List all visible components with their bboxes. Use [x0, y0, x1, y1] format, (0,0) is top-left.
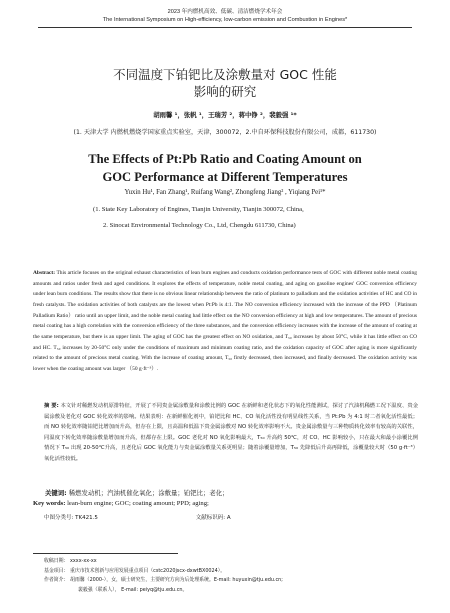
conference-header: [0, 8, 450, 24]
en-abstract: [33, 268, 417, 375]
footnote-divider: [33, 553, 178, 554]
document-code: 文献标识码: A: [195, 515, 231, 521]
en-affiliation-1: (1. State Key Laboratory of Engines, Tianjin University, Tianjin 300072, China,: [93, 206, 304, 213]
cn-title: [0, 66, 450, 100]
en-title-line1: The Effects of Pt:Pb Ratio and Coating Amount on: [88, 152, 362, 166]
cn-abstract-label: 摘 要:: [44, 403, 59, 409]
en-title: [0, 150, 450, 186]
cn-title-line2: 影响的研究: [193, 84, 257, 99]
en-authors: Yuxin Hu¹, Fan Zhang¹, Ruifang Wang², Zhongfeng Jiang² , Yiqiang Pei¹*: [124, 189, 326, 196]
header-cn: 2023 年内燃机高效、低碳、清洁燃烧学术年会: [167, 9, 283, 15]
cn-abstract-text: 本文针对稀燃发动机原排特征，开展了不同贵金属涂敷量和涂敷比例的 GOC 在新鲜和老化状态下的氧化性能测试，探讨了汽油机稀燃工况下温度、贵金属涂敷及老化对 GOC 转化效率的影响。结果表明：在新鲜催化剂中，铂钯比和 HC、CO 氧化活性没有明显线性关系，当 Pt:Pb 为 4:1 时二者氧化活性最低；而 NO 转化效率随铂钯比增加而升高，但存在上限，且高温和低温下贵金属涂敷对 NO 转化效率影响不大。贵金属涂敷量与三种物质转化效率有较高的关联性，同温度下转化效率随涂敷量增加而升高，但都存在上限。GOC 老化对 NO 氧化影响最大，T₅₀ 升高约 50℃，对 CO、HC 影响较小，只在最大和最小涂覆比例情况下 T₅₀ 出现 20-50℃升高，且老化后 GOC 氧化能力与贵金属涂敷量关系更明显；随着涂覆量增加，T₅₀ 先降低后升高再降低，涂覆量较大时（50 g·ft⁻³）氧化活性较低。: [44, 403, 418, 462]
en-keywords-label: Key words:: [33, 500, 66, 507]
footnote-received: 收稿日期： xxxx-xx-xx: [44, 558, 97, 564]
clc-number: 中图分类号: TK421.5: [44, 515, 98, 521]
cn-authors: 胡雨馨 ¹，张帆 ¹，王瑞芳 ²，蒋中铮 ²，裴毅强 ¹*: [153, 111, 297, 119]
footnote-contact: 裴毅强（联系人）， E-mail: peiyq@tju.edu.cn。: [78, 586, 188, 593]
cn-keywords: [45, 488, 425, 497]
en-keywords: [33, 500, 423, 507]
cn-keywords-label: 关键词:: [45, 489, 67, 497]
cn-keywords-text: 稀燃发动机；汽油机催化氧化；涂敷量；铂钯比；老化；: [68, 489, 229, 497]
classification-line: [44, 513, 424, 521]
cn-affiliation: (1. 天津大学 内燃机燃烧学国家重点实验室，天津，300072，2.中自环保科技股份有限公司，成都，611730): [73, 129, 377, 136]
header-en: The International Symposium on High-efficiency, low-carbon emission and Combustion in Engines*: [102, 17, 348, 23]
cn-title-line1: 不同温度下铂钯比及涂敷量对 GOC 性能: [113, 67, 337, 82]
en-affiliation-2: 2. Sinocat Environmental Technology Co., Ltd, Chengdu 611730, China): [103, 222, 296, 229]
en-title-line2: GOC Performance at Different Temperatures: [102, 170, 348, 184]
footnote-fund: 基金项目： 重庆市技术创新与应用发展重点项目（cstc2020jscx-dxwtBX0024）。: [44, 567, 226, 574]
abstract-label: Abstract:: [33, 270, 56, 276]
header-divider: [38, 27, 412, 28]
footnote-author: 作者简介： 胡雨馨（2000-），女，硕士研究生，主要研究方向为后处理系统。E-mail: huyuxin@tju.edu.cn;: [44, 577, 283, 584]
cn-abstract: [44, 401, 418, 465]
en-keywords-text: lean-burn engine; GOC; coating amount; PPD; aging;: [67, 500, 209, 507]
abstract-text: This article focuses on the original exhaust characteristics of lean burn engines and conducts oxidation performance tests of GOC with different noble metal coating amounts and ratios under fresh and aged conditions. It explores the effects of temperature, noble metal coating, and aging on gasoline engines' GOC conversion efficiency under lean burn conditions. The results show that there is no obvious linear relationship between the ratio of platinum to palladium and the oxidation activities of HC and CO in fresh catalysts. The oxidation activities of both catalysts are the lowest when Pt:Pb is 4:1. The NO conversion efficiency increased with the increase of the PPD （Platinum Palladium Ratio） ratio until an upper limit, and the noble metal coating had little effect on the NO conversion efficiency at high and low temperatures. The amount of precious metal coating has a high correlation with the conversion efficiency of the three substances, and the conversion efficiency increases with the increase of the amount of coating at the same temperature, but there is an upper limit. The aging of GOC has the greatest effect on NO oxidation, and T₅₀ increases by about 50°C, while it has little effect on CO and HC. T₅₀ increases by 20-50°C only under the conditions of maximum and minimum coating ratio, and the oxidation capacity of GOC after aging is more significantly related to the amount of precious metal coating. With the increase of coating amount, T₅₀ firstly decreased, then increased, and finally decreased. The oxidation activity was lower when the coating amount was larger （50 g·ft⁻³）.: [33, 270, 417, 372]
footnotes: [44, 557, 424, 595]
